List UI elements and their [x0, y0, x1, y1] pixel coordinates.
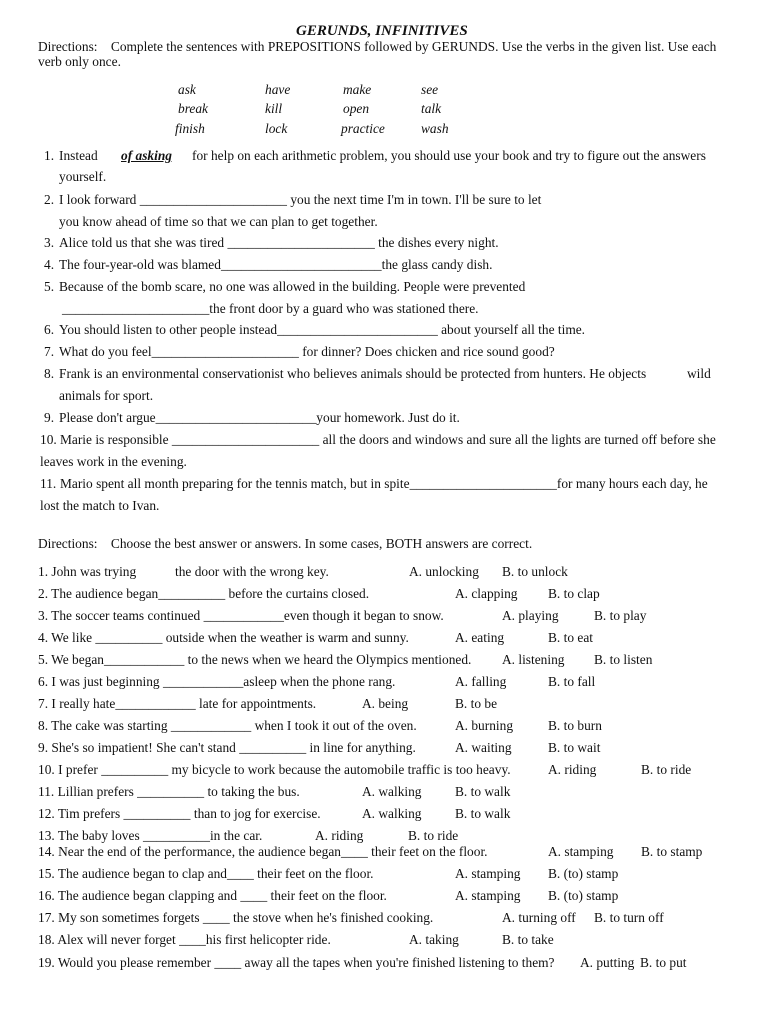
- mc-question-3: 3. The soccer teams continued ____________even though it began to snow.: [38, 608, 444, 623]
- q10-text: Marie is responsible ______________________ all the doors and windows and sure all the lights are turned off before she: [60, 432, 716, 447]
- directions-2: [38, 536, 532, 552]
- mc-option-a: A. burning: [455, 718, 514, 733]
- q8-text-end: wild: [687, 366, 711, 381]
- mc-option-a: A. falling: [455, 674, 507, 689]
- mc-question-13: 13. The baby loves __________in the car.: [38, 828, 263, 843]
- mc-option-a: A. playing: [502, 608, 559, 623]
- directions-text: Complete the sentences with PREPOSITIONS followed by GERUNDS. Use the verbs in the given list. Use each: [110, 39, 717, 54]
- mc-option-b: B. to wait: [548, 740, 601, 755]
- q4-number: 4.: [44, 257, 55, 272]
- verb-kill: kill: [265, 101, 283, 116]
- mc-option-b: B. to listen: [594, 652, 653, 667]
- mc-option-b: B. to stamp: [641, 844, 703, 859]
- q8-text: Frank is an environmental conservationist who believes animals should be protected from hunters. He objects: [59, 366, 647, 381]
- mc-option-a: A. eating: [455, 630, 505, 645]
- mc-question-18: 18. Alex will never forget ____his first helicopter ride.: [38, 932, 331, 947]
- mc-question-16: 16. The audience began clapping and ____ their feet on the floor.: [38, 888, 387, 903]
- mc-question-14: 14. Near the end of the performance, the audience began____ their feet on the floor.: [38, 844, 488, 859]
- q5-number: 5.: [44, 279, 55, 294]
- mc-question-12: 12. Tim prefers __________ than to jog for exercise.: [38, 806, 321, 821]
- mc-question-11: 11. Lillian prefers __________ to taking the bus.: [38, 784, 300, 799]
- mc-option-b: B. to clap: [548, 586, 600, 601]
- q11-cont: lost the match to Ivan.: [40, 498, 160, 513]
- q8-cont: animals for sport.: [59, 388, 154, 403]
- q1-cont: yourself.: [59, 169, 107, 184]
- mc-question-1: 1. John was trying: [38, 564, 137, 579]
- mc-question-4: 4. We like __________ outside when the weather is warm and sunny.: [38, 630, 409, 645]
- q1-text: for help on each arithmetic problem, you should use your book and try to figure out the answers: [192, 148, 706, 163]
- mc-question-5: 5. We began____________ to the news when we heard the Olympics mentioned.: [38, 652, 472, 667]
- q7-number: 7.: [44, 344, 55, 359]
- mc-option-b: B. to ride: [408, 828, 459, 843]
- q6-text: You should listen to other people instead________________________ about yourself all the time.: [59, 322, 586, 337]
- mc-option-b: B. to turn off: [594, 910, 664, 925]
- verb-make: make: [343, 82, 372, 97]
- mc-option-b: B. to fall: [548, 674, 596, 689]
- mc-option-a: A. turning off: [502, 910, 576, 925]
- q8-number: 8.: [44, 366, 55, 381]
- directions-1: [38, 39, 716, 55]
- q3-text: Alice told us that she was tired ______________________ the dishes every night.: [59, 235, 499, 250]
- mc-option-b: B. to ride: [641, 762, 692, 777]
- mc-question-9: 9. She's so impatient! She can't stand __________ in line for anything.: [38, 740, 416, 755]
- mc-option-a: A. unlocking: [409, 564, 479, 579]
- mc-question-17: 17. My son sometimes forgets ____ the stove when he's finished cooking.: [38, 910, 434, 925]
- q1-answer: of asking: [121, 148, 172, 163]
- directions-1-line2: verb only once.: [38, 54, 121, 69]
- q11-number: 11.: [40, 476, 57, 491]
- q5-text: Because of the bomb scare, no one was allowed in the building. People were prevented: [59, 279, 526, 294]
- q2-text: I look forward ______________________ you the next time I'm in town. I'll be sure to let: [59, 192, 542, 207]
- mc-question-1-cont: the door with the wrong key.: [175, 564, 329, 579]
- verb-talk: talk: [421, 101, 442, 116]
- q9-text: Please don't argue________________________your homework. Just do it.: [59, 410, 460, 425]
- mc-question-10: 10. I prefer __________ my bicycle to work because the automobile traffic is too heavy.: [38, 762, 511, 777]
- q3-number: 3.: [44, 235, 55, 250]
- verb-practice: practice: [341, 121, 385, 136]
- mc-option-a: A. riding: [548, 762, 597, 777]
- mc-option-a: A. clapping: [455, 586, 518, 601]
- q1-number: 1.: [44, 148, 55, 163]
- verb-finish: finish: [175, 121, 205, 136]
- mc-option-b: B. to eat: [548, 630, 593, 645]
- q7-text: What do you feel______________________ for dinner? Does chicken and rice sound good?: [59, 344, 555, 359]
- q9-number: 9.: [44, 410, 55, 425]
- q10-number: 10.: [40, 432, 57, 447]
- q2-number: 2.: [44, 192, 55, 207]
- mc-option-b: B. to take: [502, 932, 554, 947]
- mc-option-a: A. stamping: [455, 866, 521, 881]
- q4-text: The four-year-old was blamed________________________the glass candy dish.: [59, 257, 493, 272]
- mc-question-2: 2. The audience began__________ before the curtains closed.: [38, 586, 370, 601]
- mc-option-b: B. (to) stamp: [548, 888, 619, 903]
- verb-ask: ask: [178, 82, 196, 97]
- mc-option-a: A. waiting: [455, 740, 512, 755]
- mc-question-19: 19. Would you please remember ____ away all the tapes when you're finished listening to them?: [38, 955, 555, 970]
- verb-break: break: [178, 101, 208, 116]
- q5-cont: ______________________the front door by a guard who was stationed there.: [62, 301, 479, 316]
- mc-option-b: B. to burn: [548, 718, 602, 733]
- mc-option-a: A. riding: [315, 828, 364, 843]
- mc-option-a: A. walking: [362, 784, 422, 799]
- mc-option-b: B. to be: [455, 696, 498, 711]
- verb-wash: wash: [421, 121, 449, 136]
- mc-option-a: A. stamping: [455, 888, 521, 903]
- mc-option-a: A. listening: [502, 652, 565, 667]
- mc-option-a: A. putting: [580, 955, 635, 970]
- mc-option-b: B. to put: [640, 955, 687, 970]
- q6-number: 6.: [44, 322, 55, 337]
- mc-option-b: B. to unlock: [502, 564, 568, 579]
- mc-question-6: 6. I was just beginning ____________asleep when the phone rang.: [38, 674, 396, 689]
- mc-question-7: 7. I really hate____________ late for appointments.: [38, 696, 317, 711]
- verb-open: open: [343, 101, 370, 116]
- q11-text: Mario spent all month preparing for the tennis match, but in spite______________________for many hours each day, he: [60, 476, 708, 491]
- mc-option-b: B. (to) stamp: [548, 866, 619, 881]
- mc-question-8: 8. The cake was starting ____________ when I took it out of the oven.: [38, 718, 417, 733]
- directions-label: Directions:: [38, 39, 98, 54]
- q10-cont: leaves work in the evening.: [40, 454, 187, 469]
- verb-see: see: [421, 82, 439, 97]
- page-title: GERUNDS, INFINITIVES: [296, 23, 468, 39]
- q2-cont: you know ahead of time so that we can plan to get together.: [59, 214, 378, 229]
- mc-option-a: A. being: [362, 696, 409, 711]
- mc-option-a: A. walking: [362, 806, 422, 821]
- directions-2-text: Choose the best answer or answers. In some cases, BOTH answers are correct.: [110, 536, 533, 551]
- verb-lock: lock: [265, 121, 288, 136]
- q1-pre: Instead: [59, 148, 98, 163]
- mc-question-15: 15. The audience began to clap and____ their feet on the floor.: [38, 866, 374, 881]
- directions-2-label: Directions:: [38, 536, 98, 551]
- verb-have: have: [265, 82, 291, 97]
- mc-option-b: B. to walk: [455, 806, 511, 821]
- mc-option-b: B. to play: [594, 608, 647, 623]
- mc-option-a: A. stamping: [548, 844, 614, 859]
- mc-option-a: A. taking: [409, 932, 459, 947]
- mc-option-b: B. to walk: [455, 784, 511, 799]
